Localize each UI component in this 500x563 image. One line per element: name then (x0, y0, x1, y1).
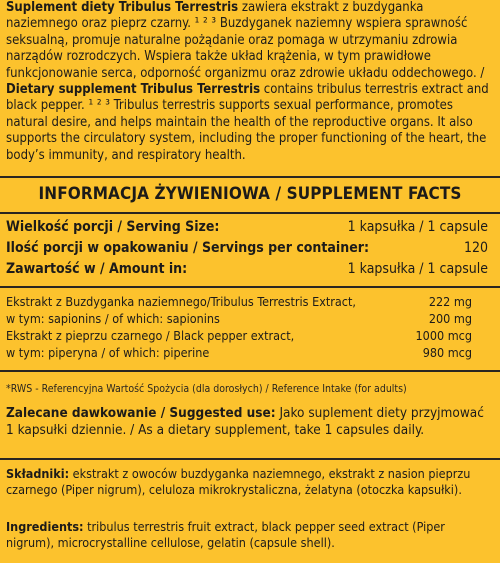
ingredient-row (6, 328, 488, 343)
ingredient-name: w tym: sapionins / of which: sapionins (6, 311, 220, 326)
serving-size-row (6, 219, 488, 235)
reference-intake-note: *RWS - Referencyjna Wartość Spożycia (dla dorosłych) / Reference Intake (for adults) (6, 383, 407, 395)
amount-in-value: 1 kapsułka / 1 capsule (347, 261, 488, 277)
ingredient-row (6, 294, 488, 309)
suggested-use-label: Zalecane dawkowanie / Suggested use: (6, 405, 276, 421)
amount-in-row (6, 261, 488, 277)
description-pl: zawiera ekstrakt z buzdyganka naziemnego oraz pieprz czarny. ¹ ² ³ Buzdyganek naziemny wspiera sprawność seksualną, promuje naturalne pożądanie oraz pomaga w utrzymaniu zdrowia narządów rozrodczych. Wspiera także układ krążenia, w tym prawidłowe funkcjonowanie serca, odporność organizmu oraz zdrowie układu oddechowego. / (6, 0, 485, 81)
suggested-use-text: Jako suplement diety przyjmować 1 kapsułki dziennie. / As a dietary supplement, take 1 capsules daily. (6, 405, 484, 438)
ingredient-name: w tym: piperyna / of which: piperine (6, 345, 210, 360)
ingredient-amount: 980 mcg (422, 345, 472, 360)
ingredient-amount: 200 mg (428, 311, 472, 326)
ingredients-en-label: Ingredients: (6, 519, 84, 534)
divider (0, 286, 500, 288)
facts-title: INFORMACJA ŻYWIENIOWA / SUPPLEMENT FACTS (38, 184, 462, 204)
servings-per-container-row (6, 240, 488, 256)
ingredient-amount: 1000 mcg (415, 328, 472, 343)
product-name-pl: Suplement diety Tribulus Terrestris (6, 0, 239, 15)
serving-size-value: 1 kapsułka / 1 capsule (347, 219, 488, 235)
product-name-en: Dietary supplement Tribulus Terrestris (6, 82, 261, 98)
ingredients-en (6, 519, 494, 551)
ingredient-amount: 222 mg (428, 294, 472, 309)
servings-per-container-label: Ilość porcji w opakowaniu / Servings per container: (6, 240, 370, 256)
ingredients-pl (6, 466, 494, 498)
ingredient-row (6, 311, 488, 326)
divider (0, 176, 500, 178)
suggested-use (6, 405, 494, 439)
divider (0, 212, 500, 214)
ingredient-name: Ekstrakt z pieprzu czarnego / Black pepper extract, (6, 328, 295, 343)
amount-in-label: Zawartość w / Amount in: (6, 261, 188, 277)
divider (0, 370, 500, 372)
ingredients-en-text: tribulus terrestris fruit extract, black pepper seed extract (Piper nigrum), microcrystalline cellulose, gelatin (capsule shell). (6, 519, 445, 551)
ingredients-pl-text: ekstrakt z owoców buzdyganka naziemnego, ekstrakt z nasion pieprzu czarnego (Piper nigrum), celuloza mikrokrystaliczna, żelatyna (otoczka kapsułki). (6, 466, 471, 498)
serving-size-label: Wielkość porcji / Serving Size: (6, 219, 220, 235)
ingredients-pl-label: Składniki: (6, 466, 70, 481)
ingredient-name: Ekstrakt z Buzdyganka naziemnego/Tribulus Terrestris Extract, (6, 294, 356, 309)
product-description (6, 0, 494, 164)
divider (0, 458, 500, 460)
description-en: contains tribulus terrestris extract and black pepper. ¹ ² ³ Tribulus terrestris supports sexual performance, promotes natural desire, and helps maintain the health of the reproductive organs. It also supports the circulatory system, including the proper functioning of the heart, the body’s immunity, and respiratory health. (6, 82, 489, 163)
servings-per-container-value: 120 (463, 240, 488, 256)
ingredient-row (6, 345, 488, 360)
